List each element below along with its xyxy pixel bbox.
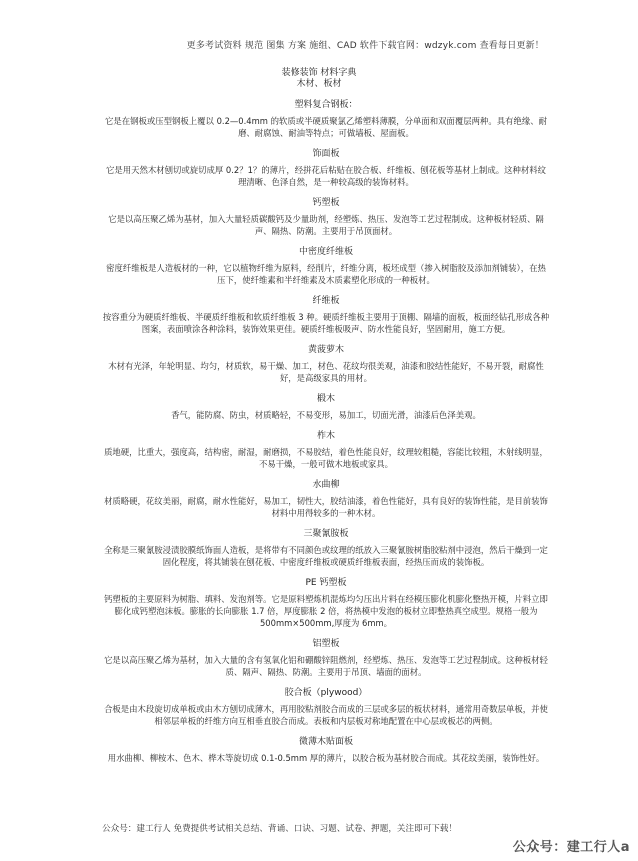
section-fiberboard: [102, 296, 550, 335]
section-pe-calcium-plastic-board: [102, 578, 550, 629]
section-body: 质地硬，比重大，强度高，结构密，耐湿，耐磨损，不易胶结，着色性能良好，纹理较粗糙，容能比较粗，木射线明显，不易干燥，一般可做木地板或家具。: [104, 447, 548, 469]
section-title: 微薄木贴面板: [298, 737, 353, 747]
section-micro-veneer-board: [102, 737, 550, 764]
section-body: 它是以高压聚乙烯为基材，加入大量的含有氢氧化铝和硼酸锌阻燃剂，经塑炼、热压、发泡等工艺过程制成。这种板材轻质、隔声、隔热、防潮。主要用于吊顶、墙面的面材。: [104, 655, 548, 677]
section-body: 材质略硬，花纹美丽，耐腐，耐水性能好，易加工，韧性大，胶结油漆，着色性能好，具有良好的装饰性能，是目前装饰材料中用得较多的一种木材。: [104, 496, 548, 518]
section-title: 黄菠萝木: [307, 345, 344, 355]
section-title: 胶合板（plywood）: [284, 688, 368, 698]
section-linden-wood: [102, 394, 550, 421]
section-title: 柞木: [316, 431, 335, 441]
section-melamine-board: [102, 529, 550, 568]
section-ash-wood: [102, 480, 550, 519]
section-title: 中密度纤维板: [298, 247, 353, 257]
section-body: 钙塑板的主要原料为树脂、填料、发泡剂等。它是原料塑炼机混炼均匀压出片料在经模压膨化机膨化整热开模，片料立即膨化成钙塑泡沫板。膨胀的长向膨胀 1.7 倍，厚度膨胀 2 倍，将热模中发泡的板材立即整热真空成型。规格一般为 500mm×500mm,厚度为 6mm。: [104, 594, 548, 628]
section-mdf: [102, 247, 550, 286]
section-title: 椴木: [316, 394, 335, 404]
section-body: 木材有光泽，年轮明显、均匀，材质软，易干燥、加工，材色、花纹均很美观，油漆和胶结性能好，不易开裂，耐腐性好，是高级家具的用材。: [108, 361, 544, 383]
section-body: 用水曲柳、柳桉木、色木、桦木等旋切成 0.1-0.5mm 厚的薄片，以胶合板为基材胶合而成。其花纹美丽，装饰性好。: [107, 753, 545, 763]
section-body: 它是在钢板或压型钢板上覆以 0.2—0.4mm 的软质或半硬质聚氯乙烯塑料薄膜，分单面和双面覆层两种。具有绝缘、耐磨、耐腐蚀、耐油等特点；可做墙板、屋面板。: [105, 116, 547, 138]
section-body: 按容重分为硬质纤维板、半硬质纤维板和软质纤维板 3 种。硬质纤维板主要用于顶棚、隔墙的面板，板面经钻孔形成各种图案，表面喷涂各种涂料，装饰效果更佳。硬质纤维板吸声、防水性能良好，坚固耐用，施工方便。: [102, 312, 550, 334]
footer-account-note: 公众号：建工行人 免费提供考试相关总结、背诵、口诀、习题、试卷、押题，关注即可下载！: [102, 824, 458, 834]
section-body: 它是用天然木材刨切或旋切成厚 0.2？1？的薄片，经拼花后粘贴在胶合板、纤维板、刨花板等基材上制成。这种材料纹理清晰、色泽自然，是一种较高级的装饰材料。: [105, 165, 547, 187]
header-download-note: 更多考试资料 规范 图集 方案 施组、CAD 软件下载官网：wdzyk.com 查看每日更新！: [186, 41, 544, 51]
section-title: 钙塑板: [312, 198, 340, 208]
section-title: 塑料复合钢板：: [294, 100, 358, 110]
section-body: 它是以高压聚乙烯为基材，加入大量轻质碳酸钙及少量助剂，经塑炼、热压、发泡等工艺过程制成。这种板材轻质、隔声、隔热、防潮。主要用于吊顶面材。: [108, 214, 544, 236]
section-oak-wood: [102, 431, 550, 470]
section-aluminum-plastic-board: [102, 639, 550, 678]
document-title: 装修装饰 材料字典: [281, 68, 357, 78]
section-title: 纤维板: [312, 296, 340, 306]
section-body: 合板是由木段旋切成单板或由木方刨切成薄木，再用胶粘剂胶合而成的三层或多层的板状材料，通常用奇数层单板，并使相邻层单板的纤维方向互相垂直胶合而成。表板和内层板对称地配置在中心层或板芯的两侧。: [104, 704, 548, 726]
section-plastic-composite-steel-plate: [102, 100, 550, 139]
section-title: PE 钙塑板: [305, 578, 347, 588]
section-body: 全称是三聚氰胺浸渍胶膜纸饰面人造板，是将带有不同颜色或纹理的纸放入三聚氰胺树脂胶粘剂中浸泡，然后干燥到一定固化程度，将其铺装在刨花板、中密度纤维板或硬质纤维板表面，经热压而成的装饰板。: [104, 545, 548, 567]
section-title: 铝塑板: [312, 639, 340, 649]
section-body: 香气，能防腐、防虫，材质略轻，不易变形，易加工，切面光滑，油漆后色泽美观。: [171, 410, 481, 420]
section-plywood: [102, 688, 550, 727]
document-content: [102, 100, 550, 774]
section-body: 密度纤维板是人造板材的一种，它以植物纤维为原料，经削片，纤维分离，板坯成型（掺入树脂胶及添加剂铺装），在热压下，使纤维素和半纤维素及木质素塑化形成的一种板材。: [106, 263, 546, 285]
section-amur-cork-wood: [102, 345, 550, 384]
watermark-text: 公众号：建工行人a: [512, 840, 630, 855]
document-subtitle: 木材、板材: [296, 79, 342, 89]
section-veneer-panel: [102, 149, 550, 188]
section-title: 水曲柳: [312, 480, 340, 490]
section-title: 三聚氰胺板: [303, 529, 349, 539]
section-title: 饰面板: [312, 149, 340, 159]
section-calcium-plastic-board: [102, 198, 550, 237]
